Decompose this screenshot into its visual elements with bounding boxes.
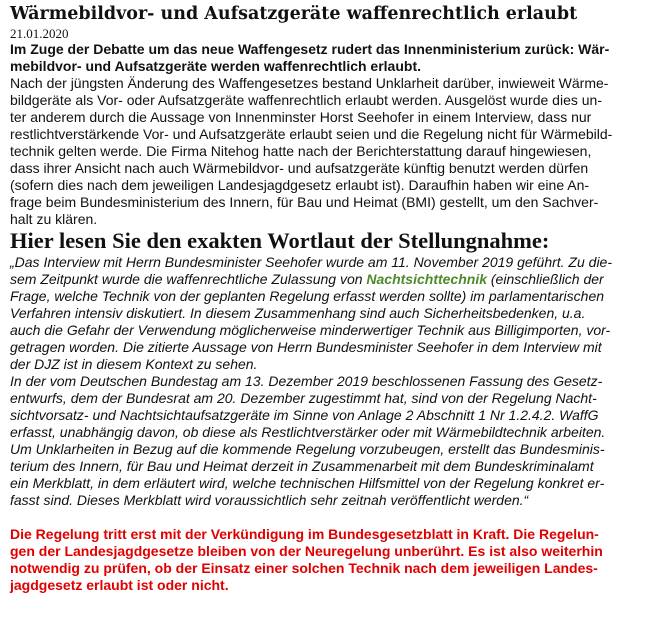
quote-line: getragen worden. Die zitierte Aussage von Herrn Bundesminister Seehofer in dem Interview mit [10, 339, 602, 355]
body-line: technik gelten werde. Die Firma Nitehog hatte nach der Berichterstattung darauf hingewiesen, [10, 143, 592, 159]
quote-line [10, 271, 654, 288]
article-date: 21.01.2020 [10, 26, 69, 41]
quote-line: Verfahren intensiv diskutiert. In diesem Zusammenhang sind auch Sicherheitsbedenken, u.a. [10, 305, 586, 321]
quote-line: Frage, welche Technik von der geplanten Regelung erfasst werden sollte) im parlamentarischen [10, 288, 605, 304]
body-line: halt zu klären. [10, 211, 98, 227]
article-lead [10, 41, 654, 75]
note-line: notwendig zu prüfen, ob der Einsatz einer solchen Technik nach dem jeweiligen Landes- [10, 560, 598, 576]
quote-line: terium des Innern, für Bau und Heimat derzeit in Zusammenarbeit mit dem Bundeskriminalamt [10, 458, 594, 474]
statement-heading: Hier lesen Sie den exakten Wortlaut der Stellungnahme: [10, 228, 550, 253]
lead-line: mebildvor- und Aufsatzgeräte werden waffenrechtlich erlaubt. [10, 58, 421, 74]
quote-line: auch die Gefahr der Verwendung möglicherweise minderwertiger Technik aus Billigimporten, vor- [10, 322, 611, 338]
body-line: frage beim Bundesministerium des Innern, für Bau und Heimat (BMI) gestellt, um den Sachver- [10, 194, 599, 210]
note-line: gen der Landesjagdgesetze bleiben von der Neuregelung unberührt. Es ist also weiterhin [10, 543, 603, 559]
article-body [10, 75, 654, 228]
quote-line: entwurfs, dem der Bundesrat am 20. Dezember zugestimmt hat, sind von der Regelung Nacht- [10, 390, 597, 406]
nachtsichttechnik-link[interactable]: Nachtsichttechnik [366, 271, 487, 287]
note-line: jagdgesetz erlaubt ist oder nicht. [10, 577, 229, 593]
body-line: bildgeräte als Vor- oder Aufsatzgeräte waffenrechtlich erlaubt werden. Ausgelöst wurde dies un- [10, 92, 602, 108]
body-line: restlichtverstärkende Vor- und Aufsatzgeräte erlaubt seien und die Regelung nicht für Wärmebild- [10, 126, 613, 142]
quote-line: fasst sind. Dieses Merkblatt wird voraussichtlich sehr zeitnah veröffentlicht werden.“ [10, 492, 529, 508]
quote-line: In der vom Deutschen Bundestag am 13. Dezember 2019 beschlossenen Fassung des Gesetz- [10, 373, 603, 389]
spacer [10, 509, 654, 526]
article-title: Wärmebildvor- und Aufsatzgeräte waffenrechtlich erlaubt [10, 4, 578, 24]
body-line: (sofern dies nach dem jeweiligen Landesjagdgesetz erlaubt ist). Daraufhin haben wir eine An- [10, 177, 590, 193]
quote-line: „Das Interview mit Herrn Bundesminister Seehofer wurde am 11. November 2019 geführt. Zu die- [10, 254, 613, 270]
lead-line: Im Zuge der Debatte um das neue Waffengesetz rudert das Innenministerium zurück: Wär- [10, 41, 610, 57]
quote-line: der DJZ ist in diesem Kontext zu sehen. [10, 356, 258, 372]
quote-line: ein Merkblatt, in dem erläutert wird, welche technischen Hilfsmittel von der Regelung konkret er- [10, 475, 605, 491]
body-line: dass ihrer Ansicht nach auch Wärmebildvor- und aufsatzgeräte künftig benutzt werden dürfen [10, 160, 589, 176]
quote-text: sem Zeitpunkt wurde die waffenrechtliche Zulassung von [10, 271, 367, 287]
legal-note [10, 526, 654, 594]
quote-text: (einschließlich der [487, 271, 604, 287]
note-line: Die Regelung tritt erst mit der Verkündigung im Bundesgesetzblatt in Kraft. Die Regelun- [10, 526, 599, 542]
body-line: ter anderem durch die Aussage von Innenminster Horst Seehofer in einem Interview, dass nur [10, 109, 592, 125]
statement-quote [10, 254, 654, 509]
quote-line: erfasst, unabhängig davon, ob diese als Restlichtverstärker oder mit Wärmebildtechnik arbeiten. [10, 424, 606, 440]
body-line: Nach der jüngsten Änderung des Waffengesetzes bestand Unklarheit darüber, inwieweit Wärme- [10, 75, 609, 91]
quote-line: Um Unklarheiten in Bezug auf die kommende Regelung vorzubeugen, erstellt das Bundesminis- [10, 441, 605, 457]
quote-line: sichtvorsatz- und Nachtsichtaufsatzgeräte im Sinne von Anlage 2 Abschnitt 1 Nr 1.2.4.2. WaffG [10, 407, 599, 423]
